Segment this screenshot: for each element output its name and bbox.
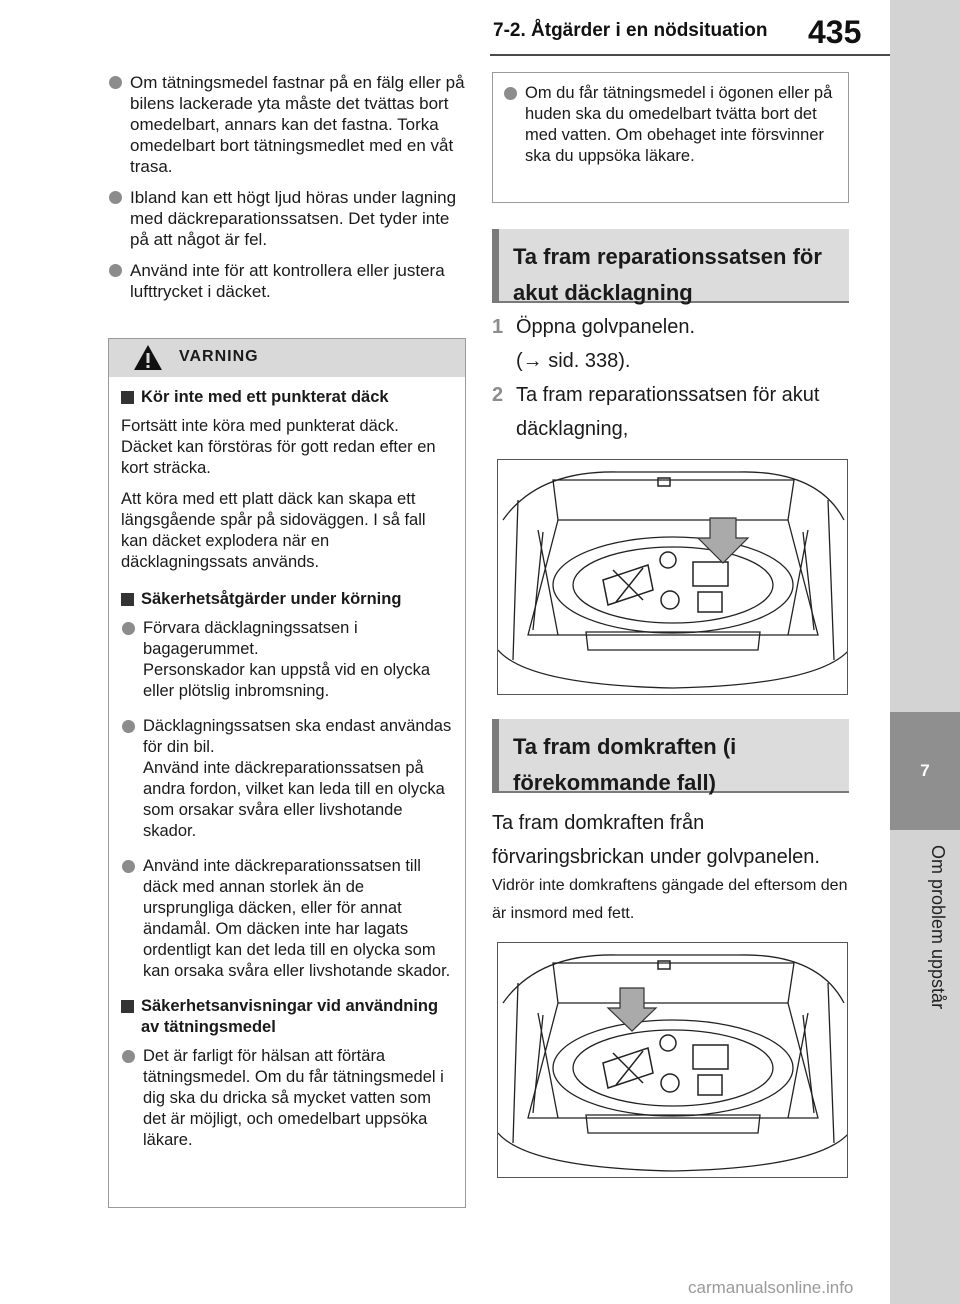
list-item: Använd inte däckreparationssatsen till däck med annan storlek än de ursprungliga däcken, eller för annat ändamål. Om däcken inte har lagats ordentligt kan det leda till en olycka som kan orsaka svåra eller livshotande skador. xyxy=(121,856,453,982)
list-item: Om du får tätningsmedel i ögonen eller på huden ska du omedelbart tvätta bort det med vatten. Om obehaget inte försvinner ska du uppsöka läkare. xyxy=(503,83,838,167)
trunk-illustration-kit xyxy=(497,459,848,695)
list-item: Använd inte för att kontrollera eller justera lufttrycket i däcket. xyxy=(108,260,466,302)
bullet-icon xyxy=(122,720,135,733)
square-bullet-icon xyxy=(121,1000,134,1013)
page-header xyxy=(0,0,890,62)
warning-paragraph: Fortsätt inte köra med punkterat däck. Däcket kan förstöras för gott redan efter en kort sträcka. xyxy=(121,417,436,477)
jack-note: Vidrör inte domkraftens gängade del eftersom den är insmord med fett. xyxy=(492,877,848,922)
header-rule xyxy=(490,54,890,56)
trunk-illustration-jack xyxy=(497,942,848,1178)
bullet-icon xyxy=(122,1050,135,1063)
page-reference-link[interactable]: (→ sid. 338). xyxy=(516,350,631,372)
warning-box xyxy=(108,338,466,1208)
bullet-icon xyxy=(109,76,122,89)
trunk-drawing xyxy=(498,460,848,695)
trunk-drawing xyxy=(498,943,848,1178)
list-item: Om tätningsmedel fastnar på en fälg eller på bilens lackerade yta måste det tvättas bort omedelbart, annars kan det fastna. Torka omedelbart bort tätningsmedlet med en våt trasa. xyxy=(108,72,466,177)
bullet-icon xyxy=(109,191,122,204)
list-item: Förvara däcklagningssatsen i bagagerummet. Personskador kan uppstå vid en olycka eller plötslig inbromsning. xyxy=(121,618,453,702)
chapter-label: Om problem uppstår xyxy=(928,845,948,1010)
jack-instruction: Ta fram domkraften från förvaringsbrickan under golvpanelen. xyxy=(492,812,820,868)
bullet-icon xyxy=(109,264,122,277)
warning-title: VARNING xyxy=(179,348,259,365)
step-number: 2 xyxy=(492,384,504,406)
warning-subheading: Kör inte med ett punkterat däck xyxy=(121,387,453,408)
chapter-sidebar xyxy=(890,0,960,1304)
section-heading: Ta fram reparationssatsen för akut däcklagning xyxy=(492,229,849,303)
page-number: 435 xyxy=(808,14,862,50)
list-item: Däcklagningssatsen ska endast användas för din bil. Använd inte däckreparationssatsen på andra fordon, vilket kan leda till en olycka som orsakar svåra eller livshotande skador. xyxy=(121,716,453,842)
square-bullet-icon xyxy=(121,391,134,404)
bullet-icon xyxy=(504,87,517,100)
list-item: Det är farligt för hälsan att förtära tätningsmedel. Om du får tätningsmedel i dig ska du dricka så mycket vatten som det är möjligt, och omedelbart uppsöka läkare. xyxy=(121,1046,453,1151)
info-box xyxy=(492,72,849,203)
step-item: 1 Öppna golvpanelen. (→ sid. 338). xyxy=(492,310,850,378)
step-item: 2 Ta fram reparationssatsen för akut däcklagning, xyxy=(492,378,850,446)
list-item: Ibland kan ett högt ljud höras under lagning med däckreparationssatsen. Det tyder inte på att något är fel. xyxy=(108,187,466,250)
step-number: 1 xyxy=(492,316,504,338)
chapter-number-tab[interactable]: 7 xyxy=(890,712,960,830)
square-bullet-icon xyxy=(121,593,134,606)
bullet-icon xyxy=(122,622,135,635)
watermark-link[interactable]: carmanualsonline.info xyxy=(688,1278,854,1297)
warning-paragraph: Att köra med ett platt däck kan skapa ett längsgående spår på sidoväggen. I så fall kan däcket explodera när en däcklagningssats används. xyxy=(121,490,426,571)
section-heading: Ta fram domkraften (i förekommande fall) xyxy=(492,719,849,793)
left-column xyxy=(108,72,466,312)
warning-header xyxy=(109,339,465,377)
warning-body xyxy=(109,377,465,1151)
warning-subheading: Säkerhetsanvisningar vid användning av tätningsmedel xyxy=(121,996,453,1038)
section-title: 7-2. Åtgärder i en nödsituation xyxy=(493,20,768,41)
warning-subheading: Säkerhetsåtgärder under körning xyxy=(121,589,453,610)
bullet-icon xyxy=(122,860,135,873)
warning-triangle-icon xyxy=(133,344,163,371)
